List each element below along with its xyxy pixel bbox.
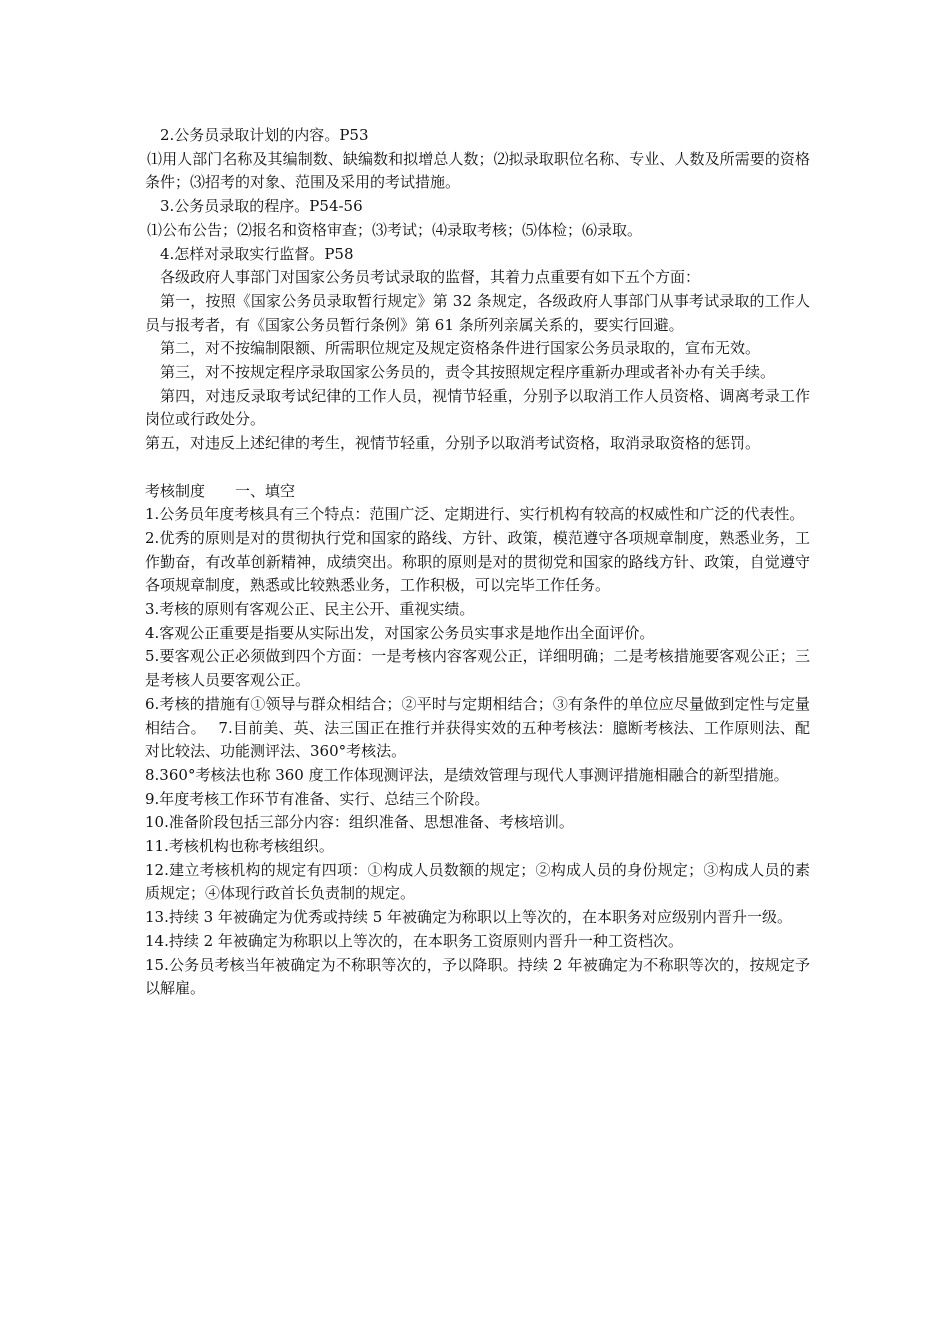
list-item: 6.考核的措施有①领导与群众相结合；②平时与定期相结合；③有条件的单位应尽量做到定性与定量相结合。 7.目前美、英、法三国正在推行并获得实效的五种考核法：臆断考核法、工作原则法、配对比较法、功能测评法、360°考核法。	[145, 694, 810, 761]
list-item: 8.360°考核法也称 360 度工作体现测评法，是绩效管理与现代人事测评措施相融合的新型措施。	[145, 765, 789, 784]
question-heading: 4.怎样对录取实行监督。P58	[160, 244, 354, 263]
list-item: 1.公务员年度考核具有三个特点：范围广泛、定期进行、实行机构有较高的权威性和广泛的代表性。	[145, 505, 805, 524]
answer-paragraph: 第五，对违反上述纪律的考生，视情节轻重，分别予以取消考试资格，取消录取资格的惩罚。	[145, 434, 761, 453]
list-item: 9.年度考核工作环节有准备、实行、总结三个阶段。	[145, 789, 490, 808]
question-heading: 3.公务员录取的程序。P54-56	[160, 197, 363, 216]
answer-paragraph: ⑴用人部门名称及其编制数、缺编数和拟增总人数；⑵拟录取职位名称、专业、人数及所需要的资格条件；⑶招考的对象、范围及采用的考试措施。	[145, 149, 810, 192]
answer-paragraph: 第一，按照《国家公务员录取暂行规定》第 32 条规定，各级政府人事部门从事考试录取的工作人员与报考者，有《国家公务员暂行条例》第 61 条所列亲属关系的，要实行回避。	[145, 291, 810, 334]
question-heading: 2.公务员录取计划的内容。P53	[160, 126, 369, 144]
list-item: 2.优秀的原则是对的贯彻执行党和国家的路线、方针、政策，模范遵守各项规章制度，熟悉业务，工作勤奋，有改革创新精神，成绩突出。称职的原则是对的贯彻党和国家的路线方针、政策，自觉遵守各项规章制度，熟悉或比较熟悉业务，工作积极，可以完毕工作任务。	[145, 528, 810, 595]
list-item: 5.要客观公正必须做到四个方面：一是考核内容客观公正，详细明确；二是考核措施要客观公正；三是考核人员要客观公正。	[145, 647, 810, 690]
list-item: 4.客观公正重要是指要从实际出发，对国家公务员实事求是地作出全面评价。	[145, 623, 655, 642]
section-heading: 考核制度 一、填空	[145, 481, 296, 500]
answer-paragraph: 第二，对不按编制限额、所需职位规定及规定资格条件进行国家公务员录取的，宣布无效。	[160, 339, 761, 358]
document-page	[145, 124, 810, 1001]
answer-paragraph: 各级政府人事部门对国家公务员考试录取的监督，其着力点重要有如下五个方面：	[160, 268, 701, 287]
list-item: 13.持续 3 年被确定为优秀或持续 5 年被确定为称职以上等次的，在本职务对应级别内晋升一级。	[145, 908, 793, 927]
answer-paragraph: 第三，对不按规定程序录取国家公务员的，责令其按照规定程序重新办理或者补办有关手续。	[160, 363, 776, 382]
list-item: 11.考核机构也称考核组织。	[145, 837, 334, 856]
list-item: 12.建立考核机构的规定有四项：①构成人员数额的规定；②构成人员的身份规定；③构成人员的素质规定；④体现行政首长负责制的规定。	[145, 860, 810, 903]
list-item: 3.考核的原则有客观公正、民主公开、重视实绩。	[145, 600, 475, 619]
list-item: 14.持续 2 年被确定为称职以上等次的，在本职务工资原则内晋升一种工资档次。	[145, 931, 683, 950]
answer-paragraph: ⑴公布公告；⑵报名和资格审查；⑶考试；⑷录取考核；⑸体检；⑹录取。	[147, 220, 643, 239]
list-item: 15.公务员考核当年被确定为不称职等次的，予以降职。持续 2 年被确定为不称职等次的，按规定予以解雇。	[145, 955, 810, 998]
list-item: 10.准备阶段包括三部分内容：组织准备、思想准备、考核培训。	[145, 813, 574, 832]
answer-paragraph: 第四，对违反录取考试纪律的工作人员，视情节轻重，分别予以取消工作人员资格、调离考录工作岗位或行政处分。	[145, 386, 810, 429]
blank-line	[145, 456, 810, 480]
